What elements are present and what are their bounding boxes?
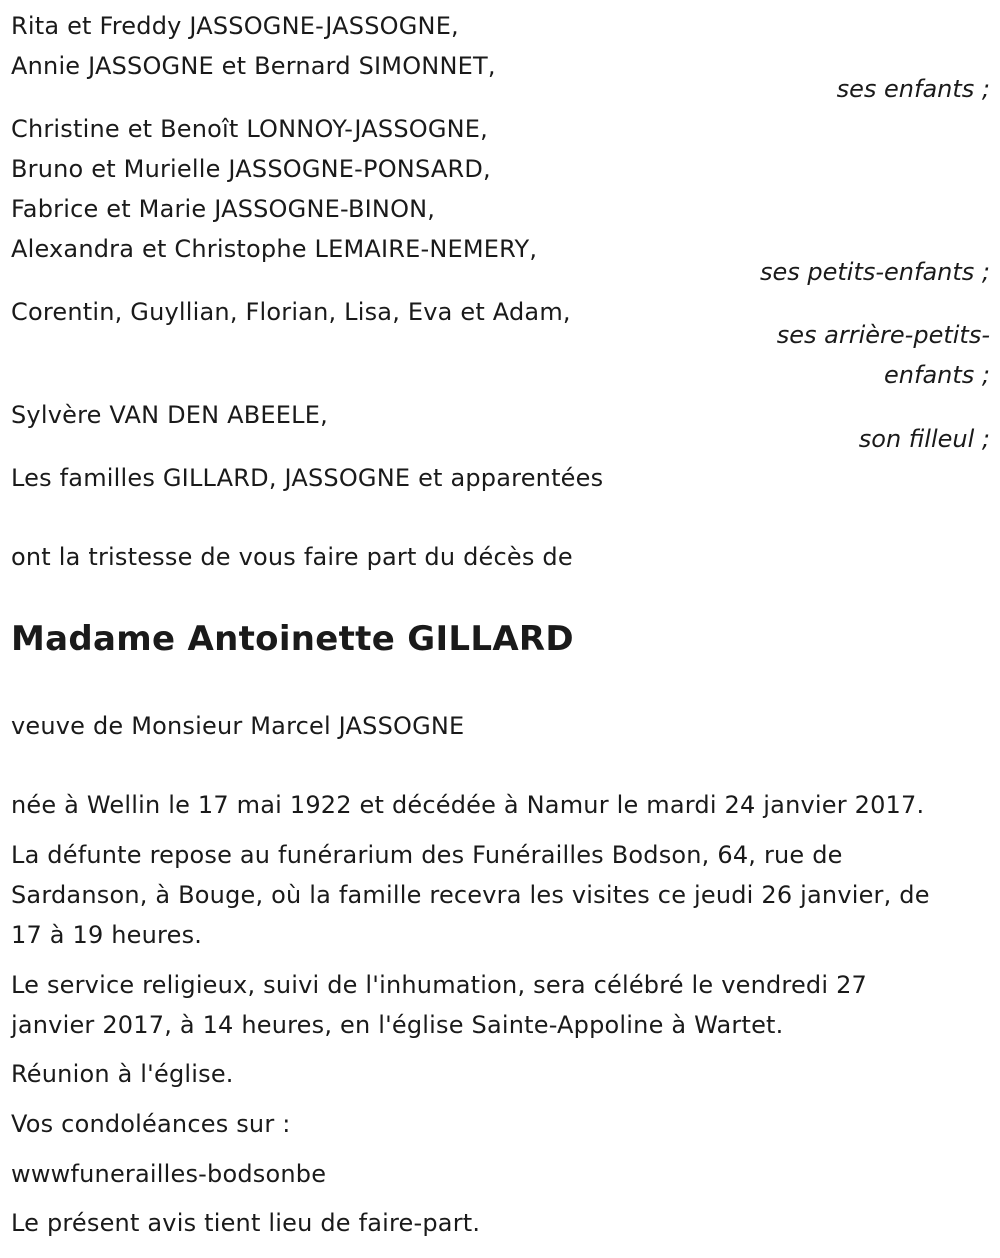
familles-line: Les familles GILLARD, JASSOGNE et apparentées (11, 464, 604, 492)
role-arriere-petits-enfants-1: ses arrière-petits- (776, 321, 990, 349)
arriere-petits-enfants-line-1: Corentin, Guyllian, Florian, Lisa, Eva et Adam, (11, 298, 571, 326)
announcement-line: ont la tristesse de vous faire part du décès de (11, 543, 573, 571)
petits-enfants-line-1: Christine et Benoît LONNOY-JASSOGNE, (11, 115, 489, 143)
role-arriere-petits-enfants-2: enfants ; (884, 361, 990, 389)
enfants-line-1: Rita et Freddy JASSOGNE-JASSOGNE, (11, 12, 459, 40)
widow-of-line: veuve de Monsieur Marcel JASSOGNE (11, 712, 465, 740)
website-link[interactable]: wwwfunerailles-bodsonbe (11, 1160, 327, 1188)
role-petits-enfants: ses petits-enfants ; (759, 258, 990, 286)
role-enfants: ses enfants ; (836, 75, 990, 103)
filleul-line-1: Sylvère VAN DEN ABEELE, (11, 401, 328, 429)
service-line-2: janvier 2017, à 14 heures, en l'église Sainte-Appoline à Wartet. (11, 1011, 784, 1039)
service-line-1: Le service religieux, suivi de l'inhumation, sera célébré le vendredi 27 (11, 971, 868, 999)
condoleances-line: Vos condoléances sur : (11, 1110, 291, 1138)
reunion-line: Réunion à l'église. (11, 1060, 234, 1088)
deceased-name: Madame Antoinette GILLARD (11, 619, 574, 659)
birth-death-line: née à Wellin le 17 mai 1922 et décédée à Namur le mardi 24 janvier 2017. (11, 791, 925, 819)
petits-enfants-line-4: Alexandra et Christophe LEMAIRE-NEMERY, (11, 235, 538, 263)
petits-enfants-line-3: Fabrice et Marie JASSOGNE-BINON, (11, 195, 436, 223)
petits-enfants-line-2: Bruno et Murielle JASSOGNE-PONSARD, (11, 155, 491, 183)
funerarium-line-3: 17 à 19 heures. (11, 921, 203, 949)
funerarium-line-2: Sardanson, à Bouge, où la famille recevra les visites ce jeudi 26 janvier, de (11, 881, 930, 909)
role-filleul: son filleul ; (858, 425, 990, 453)
enfants-line-2: Annie JASSOGNE et Bernard SIMONNET, (11, 52, 496, 80)
closing-line: Le présent avis tient lieu de faire-part. (11, 1209, 481, 1237)
funerarium-line-1: La défunte repose au funérarium des Funérailles Bodson, 64, rue de (11, 841, 843, 869)
